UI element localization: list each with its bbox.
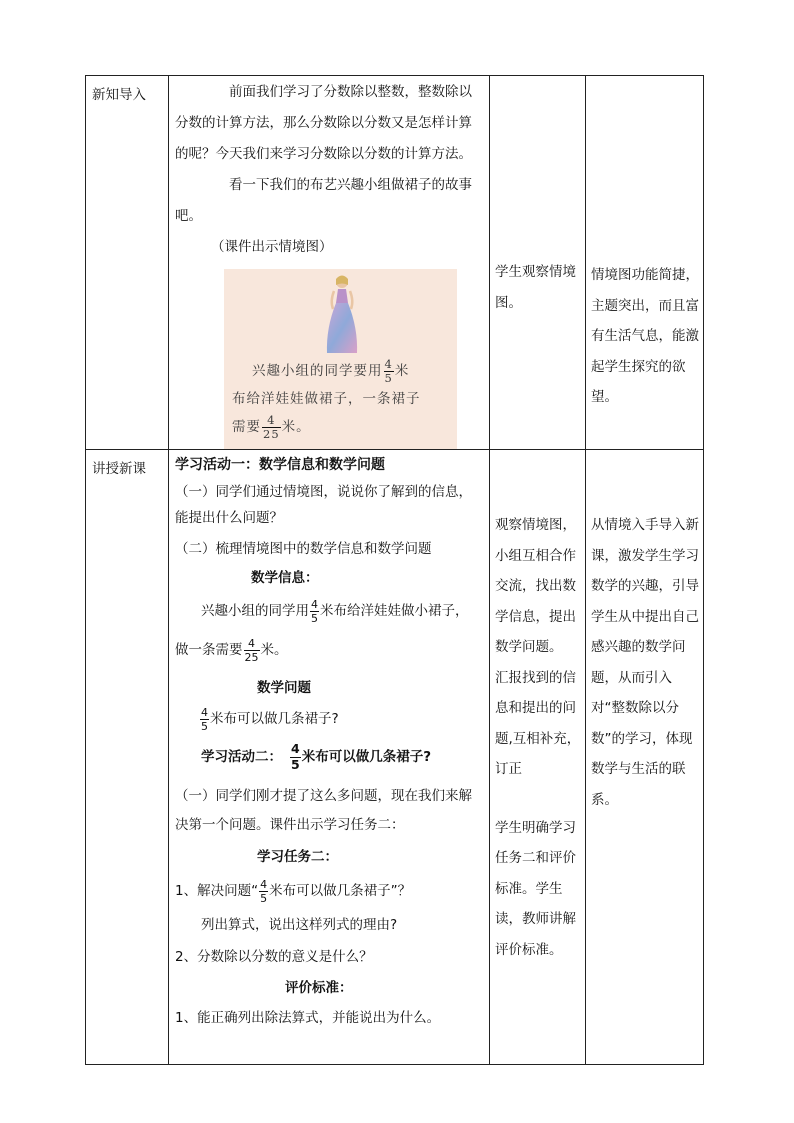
stage-label: 新知导入 bbox=[92, 87, 146, 103]
student-activity-a: 观察情境图，小组互相合作交流，找出数学信息，提出数学问题。 bbox=[495, 517, 576, 655]
task-2: 2、分数除以分数的意义是什么？ bbox=[175, 949, 373, 965]
scenario-fraction-1: $\frac{4}{5}$ bbox=[384, 356, 393, 385]
content-cell-intro bbox=[169, 76, 490, 450]
activity-1-title: 学习活动一：数学信息和数学问题 bbox=[175, 457, 385, 473]
student-cell-intro bbox=[490, 76, 586, 450]
activity-2-step-1: （一）同学们刚才提了这么多问题，现在我们来解决第一个问题。课件出示学习任务二： bbox=[175, 788, 472, 833]
student-activity-c: 学生明确学习任务二和评价标准。学生读，教师讲解评价标准。 bbox=[495, 819, 576, 958]
info-line2-post: 米。 bbox=[260, 642, 288, 658]
courseware-note: （课件出示情境图） bbox=[211, 239, 333, 255]
criteria-1: 1、能正确列出除法算式，并能说出为什么。 bbox=[175, 1010, 441, 1026]
stage-cell-teach bbox=[86, 450, 169, 1065]
info-line1-pre: 兴趣小组的同学用 bbox=[201, 603, 309, 619]
doll-illustration bbox=[324, 273, 360, 355]
criteria-heading: 评价标准： bbox=[285, 980, 353, 996]
intent-cell-teach bbox=[586, 450, 704, 1065]
scenario-line1-post: 米 bbox=[394, 363, 410, 379]
info-line1-post: 米布给洋娃娃做小裙子， bbox=[320, 603, 469, 619]
intro-paragraph-1: 前面我们学习了分数除以整数，整数除以分数的计算方法，那么分数除以分数又是怎样计算的呢？今天我们来学习分数除以分数的计算方法。 bbox=[175, 84, 472, 162]
intent-cell-intro bbox=[586, 76, 704, 450]
math-question-heading: 数学问题 bbox=[257, 680, 311, 696]
row-intro bbox=[86, 76, 704, 450]
student-activity-intro: 学生观察情境图。 bbox=[495, 264, 576, 311]
scenario-line1-pre: 兴趣小组的同学要用 bbox=[252, 363, 383, 379]
info-fraction-1: $\frac{4}{5}$ bbox=[311, 597, 318, 625]
activity-1-step-1: （一）同学们通过情境图，说说你了解到的信息，能提出什么问题？ bbox=[175, 484, 472, 526]
lesson-plan-table bbox=[85, 75, 704, 1065]
task-1-pre: 1、解决问题“ bbox=[175, 883, 259, 899]
content-cell-teach bbox=[169, 450, 490, 1065]
math-info-heading: 数学信息： bbox=[251, 570, 319, 586]
activity-2-fraction: $\frac{4}{5}$ bbox=[291, 741, 300, 772]
task-1 bbox=[175, 874, 483, 908]
question-text: 米布可以做几条裙子? bbox=[210, 711, 339, 727]
scenario-fraction-2: $\frac{4}{25}$ bbox=[263, 412, 280, 441]
activity-2-title bbox=[175, 736, 483, 778]
math-info-line-1 bbox=[175, 592, 483, 630]
info-fraction-2: $\frac{4}{25}$ bbox=[244, 636, 259, 664]
task-heading: 学习任务二： bbox=[257, 849, 338, 865]
intro-paragraph-2: 看一下我们的布艺兴趣小组做裙子的故事吧。 bbox=[175, 177, 472, 224]
question-fraction: $\frac{4}{5}$ bbox=[201, 705, 208, 733]
design-intent-intro: 情境图功能简捷，主题突出，而且富有生活气息，能激起学生探究的欲望。 bbox=[591, 267, 699, 405]
scenario-line2: 布给洋娃娃做裙子，一条裙子 bbox=[232, 391, 421, 407]
activity-1-step-2: （二）梳理情境图中的数学信息和数学问题 bbox=[175, 541, 432, 557]
scenario-text bbox=[232, 357, 452, 441]
scenario-line3-post: 米。 bbox=[281, 419, 311, 435]
task-1-sub: 列出算式，说出这样列式的理由? bbox=[201, 917, 398, 933]
math-question bbox=[175, 702, 483, 736]
stage-cell-intro bbox=[86, 76, 169, 450]
activity-2-pre: 学习活动二： bbox=[201, 749, 282, 765]
task-1-fraction: $\frac{4}{5}$ bbox=[260, 877, 268, 905]
scenario-image bbox=[224, 269, 457, 449]
student-cell-teach bbox=[490, 450, 586, 1065]
activity-2-post: 米布可以做几条裙子? bbox=[301, 749, 432, 765]
stage-label: 讲授新课 bbox=[92, 461, 146, 477]
task-1-post: 米布可以做几条裙子”？ bbox=[269, 883, 412, 899]
row-teach bbox=[86, 450, 704, 1065]
student-activity-b: 汇报找到的信息和提出的问题,互相补充，订正 bbox=[495, 669, 581, 777]
math-info-line-2 bbox=[175, 630, 483, 670]
info-line2-pre: 做一条需要 bbox=[175, 642, 243, 658]
scenario-line3-pre: 需要 bbox=[232, 419, 261, 435]
design-intent-teach: 从情境入手导入新课，激发学生学习数学的兴趣，引导学生从中提出自己感兴趣的数学问题，从而引入对“整数除以分数”的学习，体现数学与生活的联系。 bbox=[591, 517, 699, 808]
